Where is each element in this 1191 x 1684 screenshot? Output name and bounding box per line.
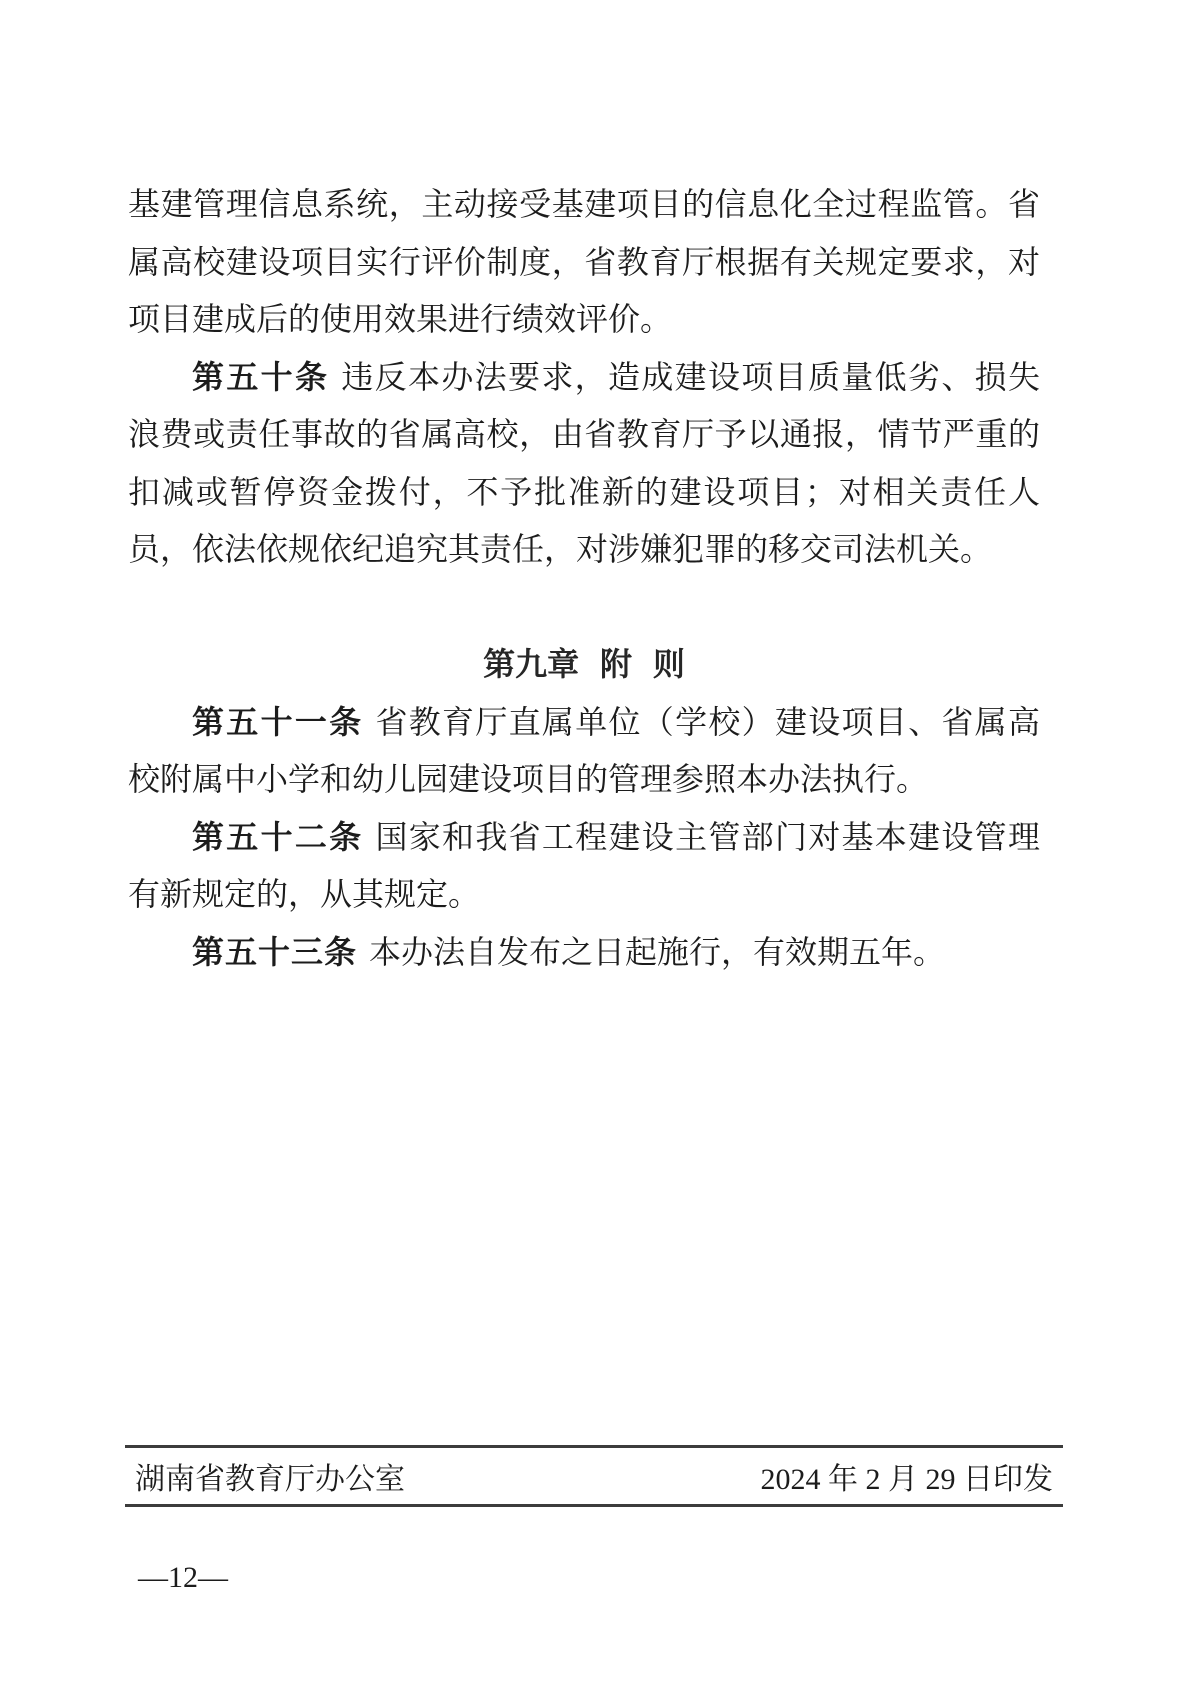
footer-issuer: 湖南省教育厅办公室 — [135, 1463, 405, 1496]
document-body — [128, 176, 1040, 981]
article-52-lead: 第五十二条 — [192, 818, 364, 855]
article-50-text: 违反本办法要求，造成建设项目质量低劣、损失浪费或责任事故的省属高校，由省教育厅予以通报，情节严重的扣减或暂停资金拨付，不予批准新的建设项目；对相关责任人员，依法依规依纪追究其责任，对涉嫌犯罪的移交司法机关。 — [128, 358, 1040, 567]
footer-row — [125, 1448, 1063, 1504]
article-53-text: 本办法自发布之日起施行，有效期五年。 — [369, 933, 946, 970]
article-53 — [128, 924, 1040, 982]
article-51 — [128, 694, 1040, 809]
footer-print-date: 2024 年 2 月 29 日印发 — [760, 1463, 1053, 1496]
article-52-text: 国家和我省工程建设主管部门对基本建设管理有新规定的，从其规定。 — [128, 818, 1040, 912]
paragraph-continuation — [128, 176, 1040, 349]
article-51-lead: 第五十一条 — [192, 703, 364, 740]
chapter-9-heading — [128, 636, 1040, 694]
chapter-9-heading-text: 第九章 附 则 — [483, 646, 685, 682]
article-52 — [128, 809, 1040, 924]
article-50 — [128, 349, 1040, 579]
article-53-lead: 第五十三条 — [192, 933, 358, 970]
page-number: —12— — [138, 1561, 228, 1594]
paragraph-continuation-text: 基建管理信息系统，主动接受基建项目的信息化全过程监管。省属高校建设项目实行评价制度，省教育厅根据有关规定要求，对项目建成后的使用效果进行绩效评价。 — [128, 186, 1040, 337]
footer-rule-bottom — [125, 1504, 1063, 1507]
article-51-text: 省教育厅直属单位（学校）建设项目、省属高校附属中小学和幼儿园建设项目的管理参照本办法执行。 — [128, 703, 1040, 797]
article-50-lead: 第五十条 — [192, 358, 330, 395]
